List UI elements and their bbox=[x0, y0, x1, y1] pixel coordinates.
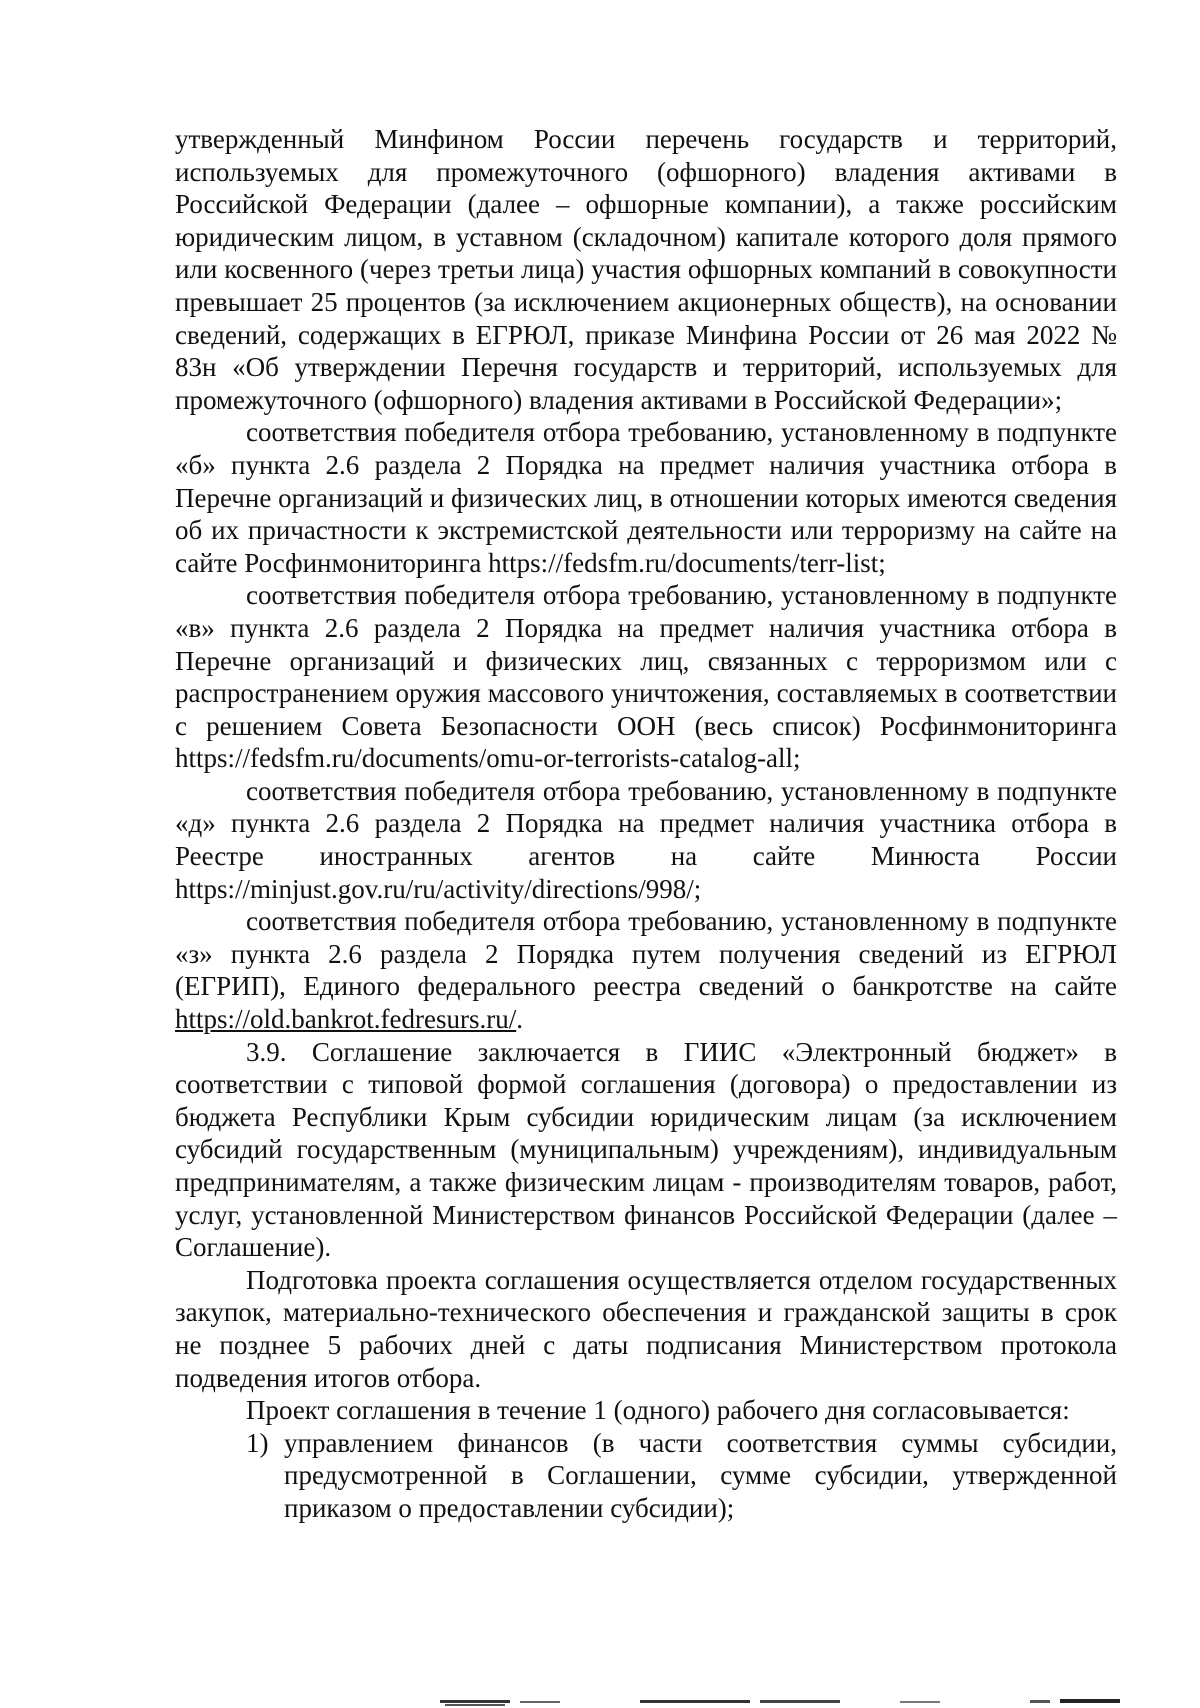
fedresurs-link[interactable]: https://old.bankrot.fedresurs.ru/ bbox=[175, 1004, 517, 1035]
paragraph-offshore-list: утвержденный Минфином России перечень государств и территорий, используемых для промежуточного (офшорного) владения активами в Российской Федерации (далее – офшорные компании), а также российским юридическим лицом, в уставном (складочном) капитале которого доля прямого или косвенного (через третьи лица) участия офшорных компаний в совокупности превышает 25 процентов (за исключением акционерных обществ), на основании сведений, содержащих в ЕГРЮЛ, приказе Минфина России от 26 мая 2022 № 83н «Об утверждении Перечня государств и территорий, используемых для промежуточного (офшорного) владения активами в Российской Федерации»; bbox=[175, 124, 1117, 415]
list-item bbox=[246, 1427, 1117, 1525]
scan-artifact-marks bbox=[0, 1688, 1200, 1708]
document-body bbox=[175, 123, 1117, 1525]
paragraph-wmd-check: соответствия победителя отбора требованию, установленному в подпункте «в» пункта 2.6 раздела 2 Порядка на предмет наличия участника отбора в Перечне организаций и физических лиц, связанных с терроризмом или с распространением оружия массового уничтожения, составляемых в соответствии с решением Совета Безопасности ООН (весь список) Росфинмониторинга https://fedsfm.ru/documents/omu-or-terrorists-catalog-all; bbox=[175, 580, 1117, 774]
list-item-number: 1) bbox=[246, 1427, 269, 1458]
paragraph-approval-intro: Проект соглашения в течение 1 (одного) рабочего дня согласовывается: bbox=[246, 1395, 1070, 1426]
paragraph-extremism-check: соответствия победителя отбора требованию, установленному в подпункте «б» пункта 2.6 раздела 2 Порядка на предмет наличия участника отбора в Перечне организаций и физических лиц, в отношении которых имеются сведения об их причастности к экстремистской деятельности или терроризму на сайте на сайте Росфинмониторинга https://fedsfm.ru/documents/terr-list; bbox=[175, 417, 1117, 578]
paragraph-agreement-preparation: Подготовка проекта соглашения осуществляется отделом государственных закупок, материально-технического обеспечения и гражданской защиты в срок не позднее 5 рабочих дней с даты подписания Министерством протокола подведения итогов отбора. bbox=[175, 1264, 1117, 1393]
paragraph-agreement-3-9: 3.9. Соглашение заключается в ГИИС «Электронный бюджет» в соответствии с типовой формой соглашения (договора) о предоставлении из бюджета Республики Крым субсидии юридическим лицам (за исключением субсидий государственным (муниципальным) учреждениям), индивидуальным предпринимателям, а также физическим лицам - производителям товаров, работ, услуг, установленной Министерством финансов Российской Федерации (далее – Соглашение). bbox=[175, 1036, 1117, 1263]
paragraph-foreign-agents-check: соответствия победителя отбора требованию, установленному в подпункте «д» пункта 2.6 раздела 2 Порядка на предмет наличия участника отбора в Реестре иностранных агентов на сайте Минюста России https://minjust.gov.ru/ru/activity/directions/998/; bbox=[175, 775, 1117, 904]
list-item-text: управлением финансов (в части соответствия суммы субсидии, предусмотренной в Соглашении, сумме субсидии, утвержденной приказом о предоставлении субсидии); bbox=[284, 1427, 1117, 1523]
bankruptcy-check-text: соответствия победителя отбора требованию, установленному в подпункте «з» пункта 2.6 раздела 2 Порядка путем получения сведений из ЕГРЮЛ (ЕГРИП), Единого федерального реестра сведений о банкротстве на сайте bbox=[175, 906, 1117, 1002]
paragraph-bankruptcy-check bbox=[175, 905, 1117, 1035]
bankruptcy-check-end: . bbox=[516, 1004, 523, 1035]
